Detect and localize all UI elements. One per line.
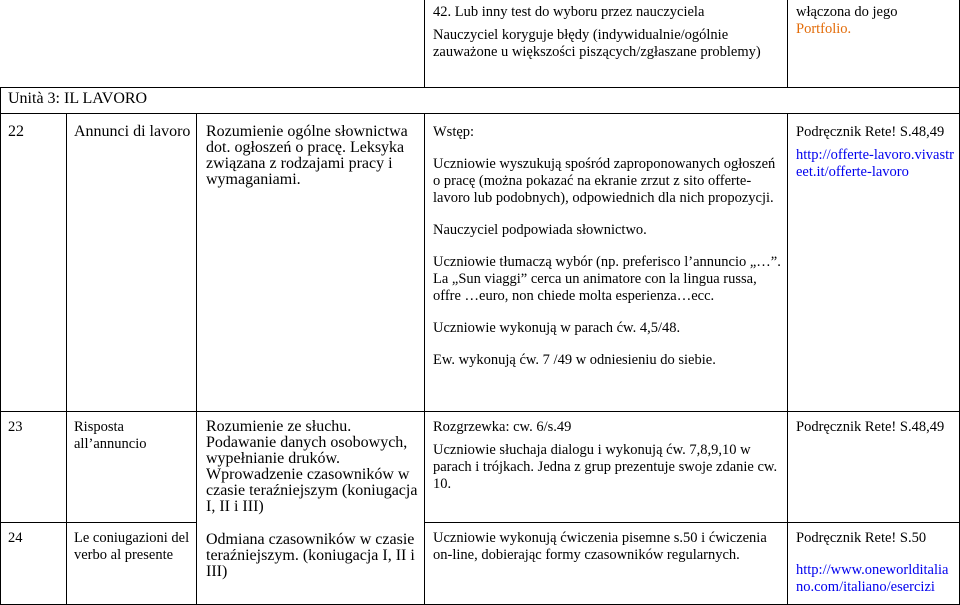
row24-resource-cell — [796, 530, 954, 596]
row22-resource: Podręcznik Rete! S.48,49 — [796, 124, 945, 140]
unit-header: Unità 3: IL LAVORO — [8, 90, 148, 107]
rule-col-methods-lower — [787, 113, 788, 605]
rule-row23-bottom — [0, 522, 196, 523]
top-resource-cell — [796, 4, 954, 38]
rule-col-topic — [196, 113, 197, 605]
rule-row22-bottom — [0, 411, 960, 412]
row22-resource-cell — [796, 124, 954, 181]
row23-resource: Podręcznik Rete! S.48,49 — [796, 419, 945, 435]
row22-number: 22 — [8, 123, 24, 140]
row24-method-exercises: Uczniowie wykonują ćwiczenia pisemne s.50 i ćwiczenia on-line, dobierając formy czasowników regularnych. — [433, 530, 767, 563]
row24-number: 24 — [8, 530, 23, 546]
top-method-title: 42. Lub inny test do wyboru przez nauczyciela — [433, 4, 705, 20]
rule-top-row-bottom — [0, 87, 960, 88]
rule-col-goals-lower — [424, 113, 425, 605]
row24-topic: Le coniugazioni del verbo al presente — [74, 530, 190, 563]
top-methods-cell — [433, 4, 778, 61]
row22-method-explain: Uczniowie tłumaczą wybór (np. preferisco l’annuncio „…”. La „Sun viaggi” cerca un animatore con la lingua russa, offre …euro, non chiede molta esperienza…ecc. — [433, 254, 781, 304]
rule-unit-bottom — [0, 113, 960, 114]
row23-topic: Risposta all’annuncio — [74, 419, 147, 452]
row22-topic: Annunci di lavoro — [74, 123, 191, 140]
row23-goals: Rozumienie ze słuchu. Podawanie danych osobowych, wypełnianie druków. Wprowadzenie czasowników w czasie teraźniejszym (koniugacja I, II i III) — [206, 418, 418, 515]
row23-number: 23 — [8, 419, 23, 435]
row23-method-dialogue: Uczniowie słuchaja dialogu i wykonują ćw. 7,8,9,10 w parach i trójkach. Jedna z grup prezentuje swoje zdanie cw. 10. — [433, 442, 778, 492]
row24-oneworld-link[interactable]: http://www.oneworlditaliano.com/italiano/esercizi — [796, 562, 949, 595]
row24-goals: Odmiana czasowników w czasie teraźniejszym. (koniugacja I, II i III) — [206, 531, 415, 580]
rule-row23-bottom-right — [424, 522, 960, 523]
top-method-text: Nauczyciel koryguje błędy (indywidualnie/ogólnie zauważone u większości piszących/zgłaszane problemy) — [433, 27, 761, 60]
row22-goals: Rozumienie ogólne słownictwa dot. ogłoszeń o pracę. Leksyka związana z rodzajami pracy i wymaganiami. — [206, 123, 408, 188]
row22-methods — [433, 124, 781, 369]
row24-methods — [433, 530, 781, 564]
row23-methods — [433, 419, 781, 493]
row22-method-vocabulary: Nauczyciel podpowiada słownictwo. — [433, 222, 647, 238]
row23-method-warmup: Rozgrzewka: cw. 6/s.49 — [433, 419, 572, 435]
row22-method-search: Uczniowie wyszukują spośród zaproponowanych ogłoszeń o pracę (można pokazać na ekranie zrzut z sito offerte-lavoro lub podobnych), odpowiednich dla nich propozycji. — [433, 156, 776, 206]
row22-offerte-link[interactable]: http://offerte-lavoro.vivastreet.it/offerte-lavoro — [796, 147, 954, 180]
portfolio-text: Portfolio. — [796, 21, 852, 37]
row22-method-pairs: Uczniowie wykonują w parach ćw. 4,5/48. — [433, 320, 681, 336]
rule-left-edge — [0, 87, 1, 605]
row24-resource: Podręcznik Rete! S.50 — [796, 530, 927, 546]
row22-method-optional: Ew. wykonują ćw. 7 /49 w odniesieniu do siebie. — [433, 352, 716, 368]
top-resource-line1: włączona do jego — [796, 4, 898, 20]
rule-col-goals — [424, 0, 425, 87]
row22-method-intro: Wstęp: — [433, 124, 475, 140]
rule-col-methods — [787, 0, 788, 87]
rule-col-num — [66, 113, 67, 605]
